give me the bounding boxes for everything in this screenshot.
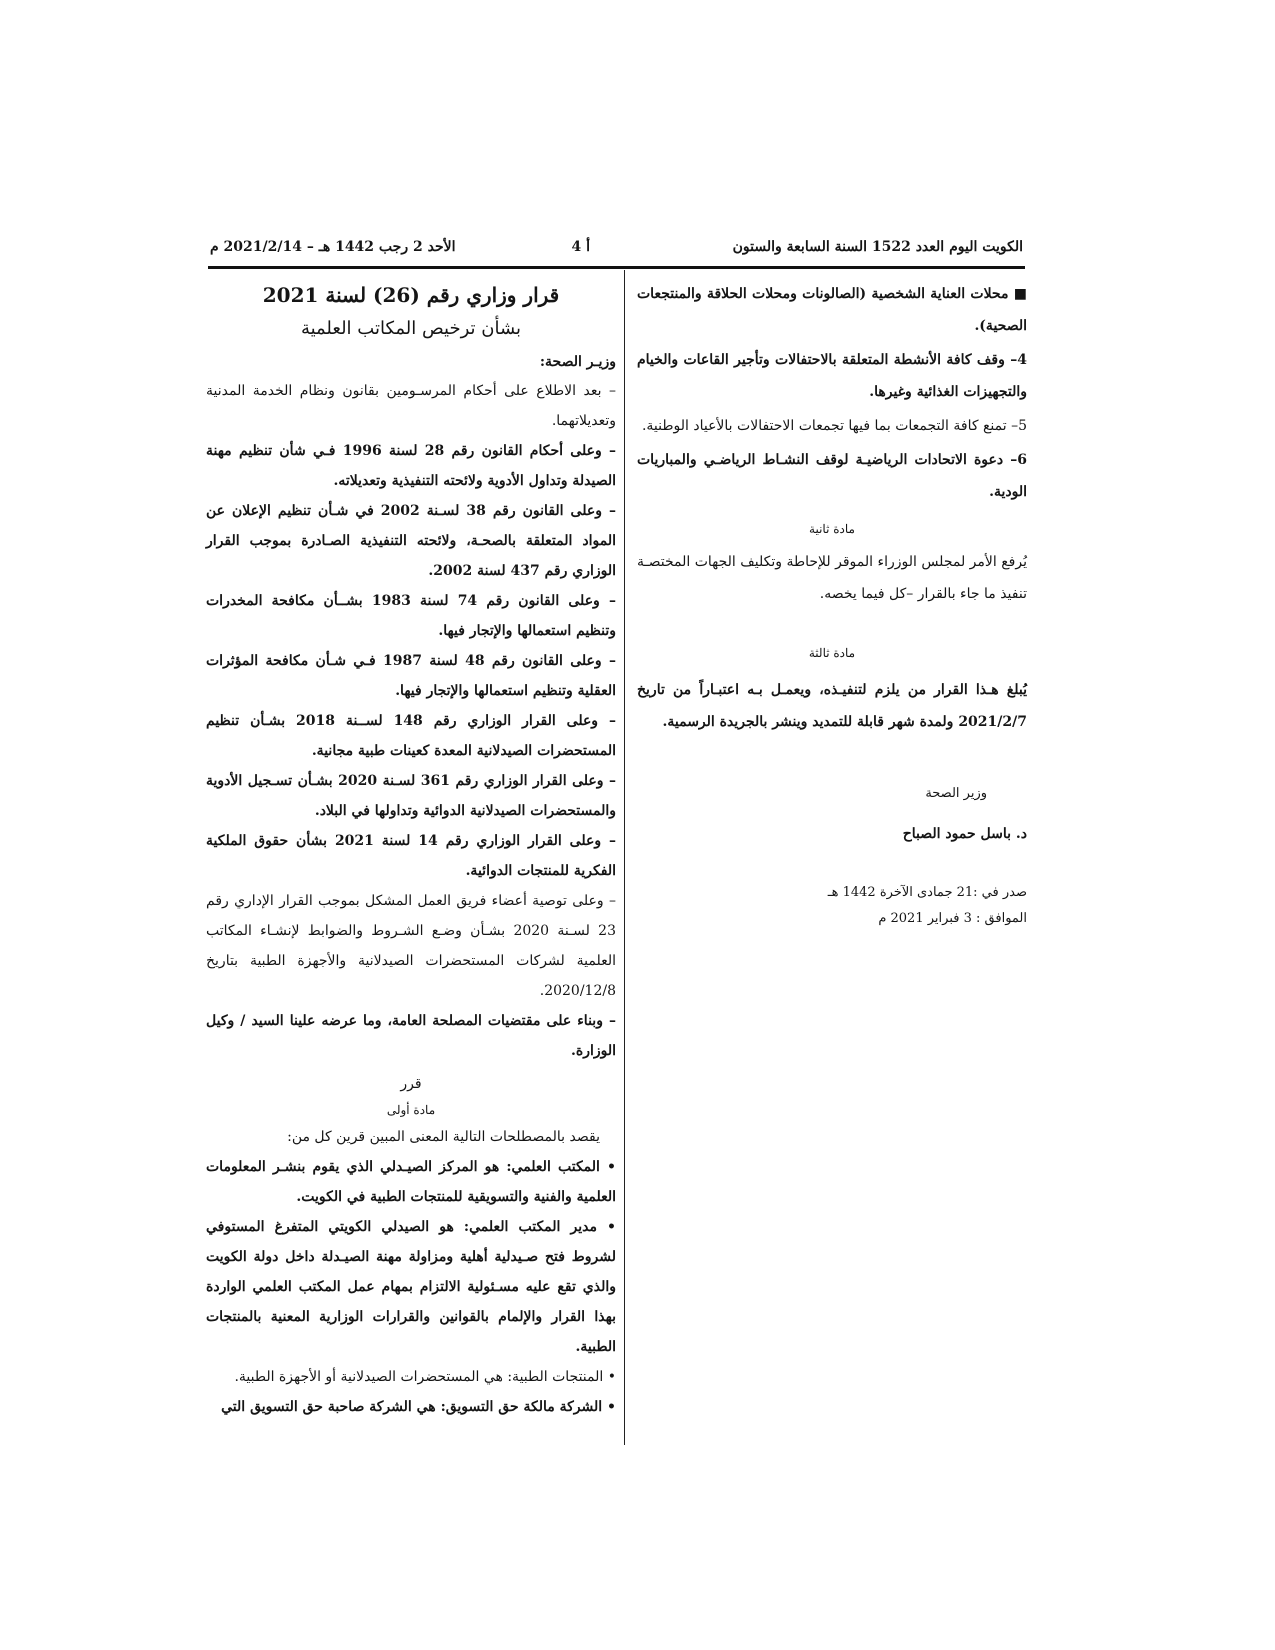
definition-item: • المنتجات الطبية: هي المستحضرات الصيدلانية أو الأجهزة الطبية. — [234, 1369, 616, 1385]
left-column — [206, 278, 616, 1422]
article3-text: يُبلغ هـذا القرار من يلزم لتنفيـذه، ويعمـل بـه اعتبـاراً من تاريخ 2021/2/7 ولمدة شهر قابلة للتمديد وينشر بالجريدة الرسمية. — [637, 682, 1027, 730]
header-rule — [208, 266, 1025, 269]
definition-item: • مدير المكتب العلمي: هو الصيدلي الكويتي المتفرغ المستوفي لشروط فتح صـيدلية أهلية ومزاولة مهنة الصيـدلة داخل دولة الكويت والذي تقع عليه مسـئولية الالتزام بمهام عمل المكتب العلمي الواردة بهذا القرار والإلمام بالقوانين والقرارات الوزارية المعنية بالمنتجات الطبية. — [206, 1219, 616, 1355]
column-divider — [624, 270, 625, 1445]
issue-date: الأحد 2 رجب 1442 هـ – 2021/2/14 م — [210, 239, 456, 255]
article2-heading: مادة ثانية — [809, 522, 855, 536]
page-header — [210, 237, 1023, 265]
issued-date-gregorian: الموافق : 3 فبراير 2021 م — [878, 911, 1027, 926]
definition-item: • المكتب العلمي: هو المركز الصيـدلي الذي يقوم بنشـر المعلومات العلمية والفنية والتسويقية للمنتجات الطبية في الكويت. — [206, 1159, 616, 1205]
article1-heading: مادة أولى — [386, 1103, 436, 1117]
resolved-heading: قرر — [400, 1076, 422, 1092]
decree-subtitle: بشأن ترخيص المكاتب العلمية — [300, 318, 522, 339]
article1-intro: يقصد بالمصطلحات التالية المعنى المبين قرين كل من: — [287, 1129, 600, 1145]
definition-item: • الشركة مالكة حق التسويق: هي الشركة صاحبة حق التسويق التي — [221, 1399, 616, 1415]
page-number: أ 4 — [571, 239, 590, 255]
continued-item: ■ محلات العناية الشخصية (الصالونات ومحلات الحلاقة والمنتجعات الصحية). — [637, 286, 1027, 334]
preamble-item: – وعلى القانون رقم 48 لسنة 1987 فـي شـأن مكافحة المؤثرات العقلية وتنظيم استعمالها والإتجار فيها. — [206, 653, 616, 699]
article3-heading: مادة ثالثة — [808, 646, 856, 660]
continued-item: 4– وقف كافة الأنشطة المتعلقة بالاحتفالات وتأجير القاعات والخيام والتجهيزات الغذائية وغيرها. — [637, 352, 1027, 400]
minister-line: وزيـر الصحة: — [539, 354, 616, 370]
right-column — [637, 278, 1027, 932]
preamble-item: – وعلى توصية أعضاء فريق العمل المشكل بموجب القرار الإداري رقم 23 لسـنة 2020 بشـأن وضـع الشـروط والضوابط لإنشـاء المكاتب العلمية لشركات المستحضرات الصيدلانية والأجهزة الطبية بتاريخ 2020/12/8. — [206, 893, 616, 999]
preamble-item: – وعلى القرار الوزاري رقم 361 لسـنة 2020 بشـأن تسـجيل الأدوية والمستحضرات الصيدلانية الدوائية وتداولها في البلاد. — [206, 773, 616, 819]
preamble-item: – وعلى القانون رقم 74 لسنة 1983 بشــأن مكافحة المخدرات وتنظيم استعمالها والإتجار فيها. — [206, 593, 616, 639]
signatory-title: وزير الصحة — [925, 786, 987, 801]
issued-date-hijri: صدر في :21 جمادى الآخرة 1442 هـ — [827, 885, 1027, 900]
preamble-item: – وعلى القرار الوزاري رقم 148 لســنة 2018 بشـأن تنظيم المستحضرات الصيدلانية المعدة كعينات طبية مجانية. — [206, 713, 616, 759]
preamble-item: – بعد الاطلاع على أحكام المرسـومين بقانون ونظام الخدمة المدنية وتعديلاتهما. — [206, 383, 616, 429]
article2-text: يُرفع الأمر لمجلس الوزراء الموقر للإحاطة وتكليف الجهات المختصـة تنفيذ ما جاء بالقرار –كل فيما يخصه. — [637, 554, 1027, 602]
preamble-item: – وعلى القرار الوزاري رقم 14 لسنة 2021 بشأن حقوق الملكية الفكرية للمنتجات الدوائية. — [206, 833, 617, 879]
signatory-name: د. باسل حمود الصباح — [902, 826, 1027, 842]
preamble-item: – وعلى القانون رقم 38 لسـنة 2002 في شـأن تنظيم الإعلان عن المواد المتعلقة بالصحـة، ولائحته التنفيذية الصـادرة بموجب القرار الوزاري رقم 437 لسنة 2002. — [206, 503, 616, 579]
continued-item: 5– تمنع كافة التجمعات بما فيها تجمعات الاحتفالات بالأعياد الوطنية. — [641, 418, 1027, 434]
continued-item: 6– دعوة الاتحادات الرياضيـة لوقف النشـاط الرياضـي والمباريات الودية. — [637, 452, 1027, 500]
decree-title: قرار وزاري رقم (26) لسنة 2021 — [262, 283, 560, 307]
preamble-item: – وبناء على مقتضيات المصلحة العامة، وما عرضه علينا السيد / وكيل الوزارة. — [206, 1013, 616, 1059]
preamble-item: – وعلى أحكام القانون رقم 28 لسنة 1996 فـي شأن تنظيم مهنة الصيدلة وتداول الأدوية ولائحته التنفيذية وتعديلاته. — [206, 443, 616, 489]
issue-info: الكويت اليوم العدد 1522 السنة السابعة والستون — [732, 239, 1023, 255]
